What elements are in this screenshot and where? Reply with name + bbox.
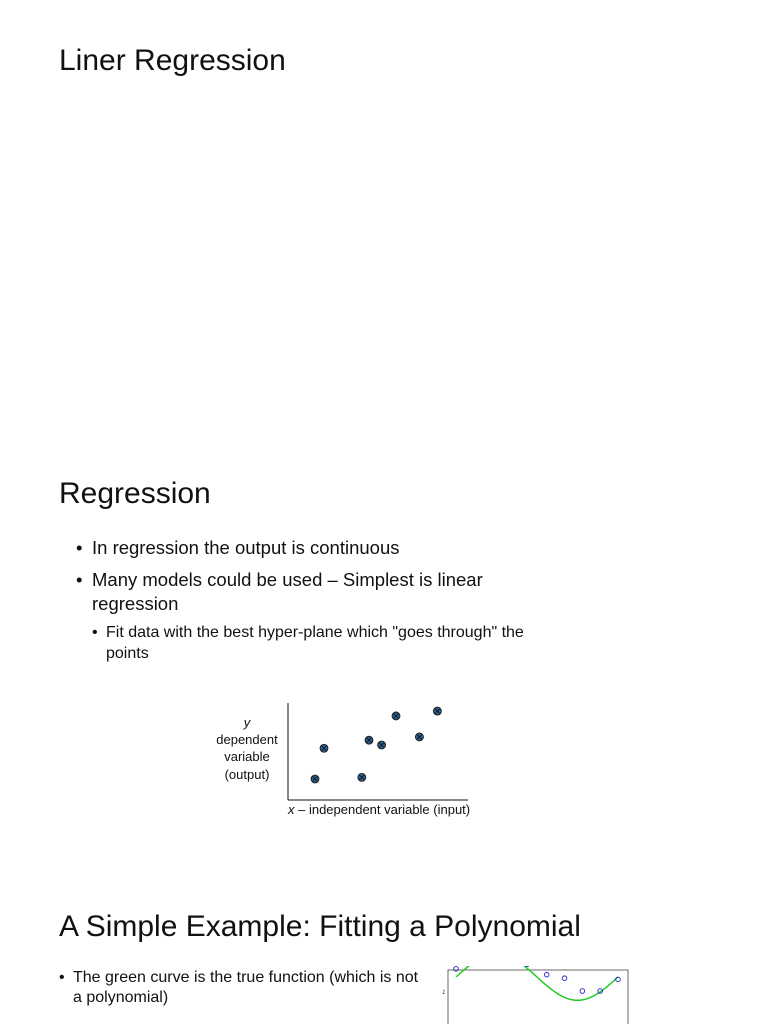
slide-3-title: A Simple Example: Fitting a Polynomial xyxy=(59,910,581,943)
true-function-curve xyxy=(456,966,618,1000)
data-point xyxy=(433,707,441,715)
y-tick-mark: 1 xyxy=(442,990,446,996)
bullet-item xyxy=(76,536,546,560)
bullet-text: Many models could be used – Simplest is linear regression xyxy=(92,569,483,614)
bullet-item xyxy=(76,568,546,664)
data-point xyxy=(544,972,549,977)
data-point xyxy=(311,775,319,783)
data-point xyxy=(358,773,366,781)
y-axis-label-line: (output) xyxy=(224,767,270,782)
data-point xyxy=(454,967,459,972)
bullet-item xyxy=(59,968,419,1008)
y-axis-label-line: dependent xyxy=(216,732,278,747)
y-axis-label-line: y xyxy=(243,715,251,730)
data-points xyxy=(311,707,441,783)
sub-bullet-list xyxy=(92,622,546,664)
data-point xyxy=(320,744,328,752)
y-axis-label xyxy=(216,715,278,782)
polynomial-fit-chart xyxy=(436,966,632,1024)
data-point xyxy=(378,741,386,749)
x-axis-text: – independent variable (input) xyxy=(294,802,471,817)
sub-bullet-text: Fit data with the best hyper-plane which "goes through" the points xyxy=(106,624,524,662)
data-point xyxy=(562,976,567,981)
slide-3-bullet-list xyxy=(59,968,419,1016)
bullet-text: In regression the output is continuous xyxy=(92,537,400,558)
data-point xyxy=(415,733,423,741)
bullet-text: The green curve is the true function (which is not a polynomial) xyxy=(73,969,419,1006)
x-axis-var: x xyxy=(288,802,295,817)
regression-scatter-chart xyxy=(200,695,500,825)
y-axis-label-line: variable xyxy=(224,749,270,764)
sub-bullet-item xyxy=(92,622,546,664)
slide-2-bullet-list xyxy=(76,536,546,672)
slide-1-title: Liner Regression xyxy=(59,44,286,77)
x-axis-label xyxy=(287,802,470,817)
data-point xyxy=(392,712,400,720)
data-point xyxy=(365,736,373,744)
data-point xyxy=(580,989,585,994)
slide-2-title: Regression xyxy=(59,477,211,510)
